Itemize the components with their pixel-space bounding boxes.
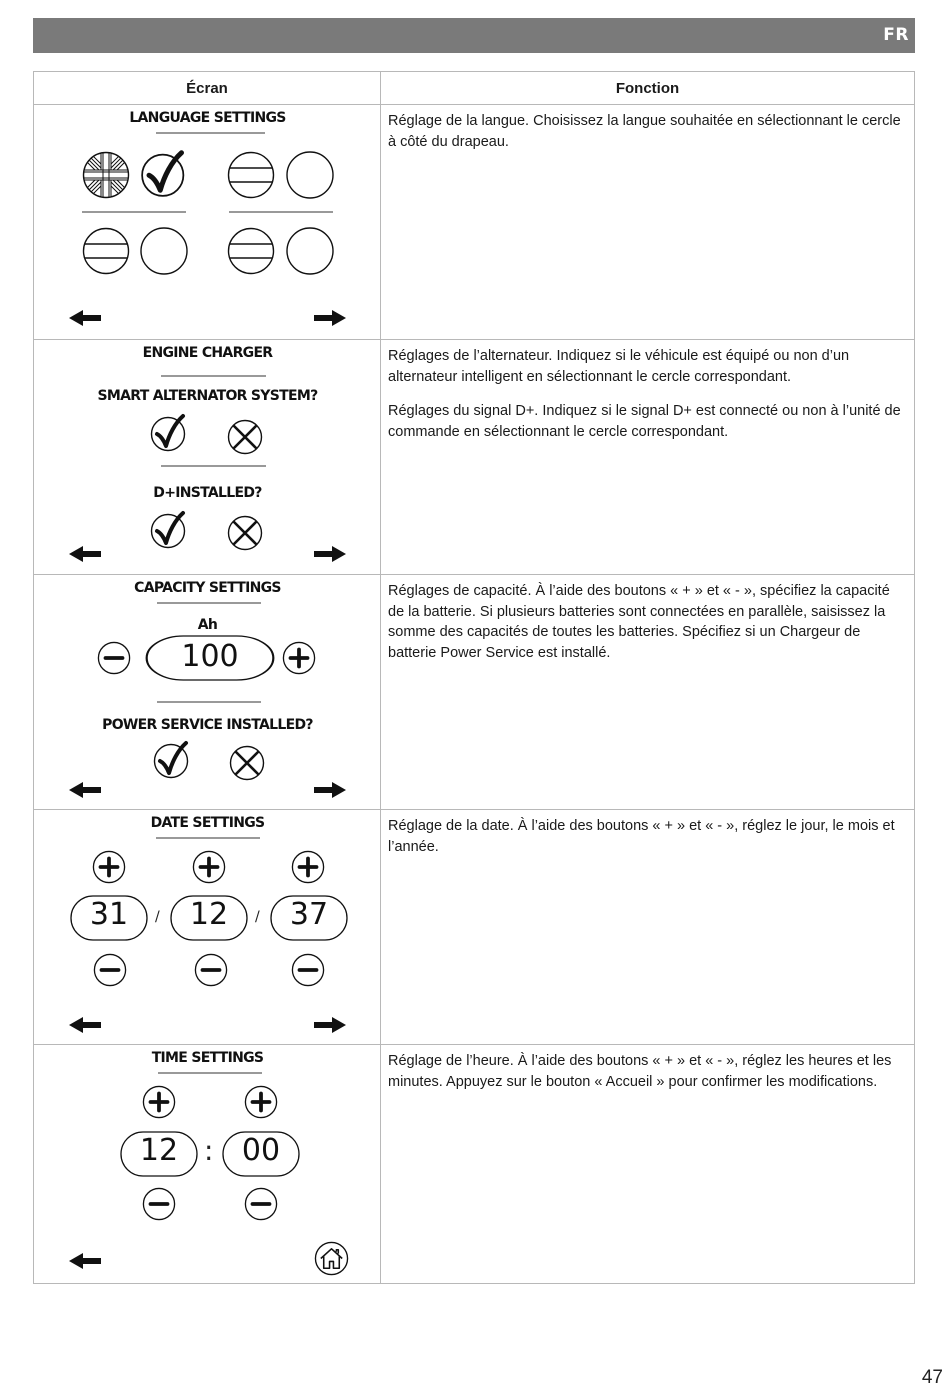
minute-value: 00 (241, 1133, 281, 1168)
date-settings-screen (34, 810, 381, 1044)
day-value-box (71, 896, 147, 940)
smart-alternator-question: SMART ALTERNATOR SYSTEM? (97, 388, 318, 404)
hour-value-box (121, 1132, 197, 1176)
screen-title: LANGUAGE SETTINGS (129, 110, 286, 126)
function-description: Réglages du signal D+. Indiquez si le signal D+ est connecté ou non à l’unité de commande en sélectionnant le cercle correspondant. (388, 403, 901, 440)
function-description: Réglage de la date. À l’aide des boutons « + » et « - », réglez le jour, le mois et l’année. (388, 818, 895, 855)
column-header-screen: Écran (34, 72, 381, 105)
year-value-box (271, 896, 347, 940)
table-row (34, 1045, 915, 1284)
capacity-value: 100 (181, 639, 239, 674)
date-separator: / (255, 909, 260, 925)
time-separator: : (204, 1134, 214, 1167)
back-arrow-icon[interactable] (69, 1253, 101, 1269)
hour-value: 12 (139, 1133, 179, 1168)
time-settings-screen (34, 1045, 381, 1283)
function-cell (381, 810, 915, 1045)
language-select-circle[interactable] (287, 152, 333, 198)
screen-cell (34, 810, 381, 1045)
power-service-no-x-icon[interactable] (231, 747, 264, 780)
capacity-decrease-button[interactable] (98, 642, 129, 673)
function-cell (381, 340, 915, 575)
engine-charger-screen (34, 340, 381, 574)
function-description: Réglage de la langue. Choisissez la langue souhaitée en sélectionnant le cercle à côté du drapeau. (388, 113, 901, 150)
screen-cell (34, 575, 381, 810)
minute-value-box (223, 1132, 299, 1176)
day-value: 31 (89, 897, 129, 932)
settings-table (33, 71, 915, 1284)
table-row (34, 340, 915, 575)
forward-arrow-icon[interactable] (314, 310, 346, 326)
month-increase-button[interactable] (193, 851, 224, 882)
language-selected-check-icon[interactable] (142, 153, 183, 196)
home-icon[interactable] (315, 1242, 347, 1274)
function-description: Réglage de l’heure. À l’aide des boutons « + » et « - », réglez les heures et les minutes. Appuyez sur le bouton « Accueil » pour confirmer les modifications. (388, 1053, 892, 1090)
capacity-settings-graphics (34, 575, 381, 809)
flag-icon (229, 229, 274, 274)
date-separator: / (155, 909, 160, 925)
language-select-circle[interactable] (287, 228, 333, 274)
power-service-yes-check-icon[interactable] (155, 743, 188, 778)
table-row (34, 810, 915, 1045)
time-settings-graphics (34, 1045, 381, 1283)
capacity-increase-button[interactable] (283, 642, 314, 673)
flag-icon (84, 229, 129, 274)
date-settings-graphics (34, 810, 381, 1044)
screen-title: CAPACITY SETTINGS (134, 580, 281, 596)
table-row (34, 575, 915, 810)
minute-increase-button[interactable] (245, 1086, 276, 1117)
flag-icon (229, 153, 274, 198)
screen-cell (34, 1045, 381, 1284)
language-code: FR (883, 25, 909, 45)
forward-arrow-icon[interactable] (314, 782, 346, 798)
minute-decrease-button[interactable] (245, 1188, 276, 1219)
header-bar (33, 18, 915, 53)
function-description: Réglages de capacité. À l’aide des boutons « + » et « - », spécifiez la capacité de la batterie. Si plusieurs batteries sont connectées en parallèle, saisissez la somme des capacités de toutes les batteries. Spécifiez si un Chargeur de batterie Power Service est installé. (388, 583, 890, 661)
uk-flag-icon (82, 151, 130, 199)
function-cell (381, 105, 915, 340)
table-row (34, 105, 915, 340)
smart-alternator-no-x-icon[interactable] (229, 421, 262, 454)
back-arrow-icon[interactable] (69, 782, 101, 798)
forward-arrow-icon[interactable] (314, 546, 346, 562)
power-service-question: POWER SERVICE INSTALLED? (102, 717, 313, 733)
screen-title: ENGINE CHARGER (142, 345, 273, 361)
table-header-row (34, 72, 915, 105)
d-plus-question: D+INSTALLED? (153, 485, 262, 501)
smart-alternator-yes-check-icon[interactable] (152, 416, 185, 451)
capacity-unit: Ah (197, 617, 218, 633)
function-description: Réglages de l’alternateur. Indiquez si le véhicule est équipé ou non d’un alternateur intelligent en sélectionnant le cercle correspondant. (388, 348, 850, 385)
hour-increase-button[interactable] (143, 1086, 174, 1117)
month-value: 12 (189, 897, 229, 932)
capacity-settings-screen (34, 575, 381, 809)
language-settings-graphics (34, 105, 381, 339)
page-number: 47 (921, 1367, 943, 1388)
month-value-box (171, 896, 247, 940)
screen-title: DATE SETTINGS (150, 815, 265, 831)
day-increase-button[interactable] (93, 851, 124, 882)
screen-cell (34, 105, 381, 340)
language-select-circle[interactable] (141, 228, 187, 274)
hour-decrease-button[interactable] (143, 1188, 174, 1219)
year-increase-button[interactable] (292, 851, 323, 882)
d-plus-no-x-icon[interactable] (229, 517, 262, 550)
screen-cell (34, 340, 381, 575)
back-arrow-icon[interactable] (69, 1017, 101, 1033)
function-cell (381, 575, 915, 810)
year-decrease-button[interactable] (292, 954, 323, 985)
column-header-function: Fonction (381, 72, 915, 105)
day-decrease-button[interactable] (94, 954, 125, 985)
back-arrow-icon[interactable] (69, 546, 101, 562)
engine-charger-graphics (34, 340, 381, 574)
function-cell (381, 1045, 915, 1284)
month-decrease-button[interactable] (195, 954, 226, 985)
language-settings-screen (34, 105, 381, 339)
screen-title: TIME SETTINGS (151, 1050, 264, 1066)
d-plus-yes-check-icon[interactable] (152, 513, 185, 548)
year-value: 37 (289, 897, 329, 932)
capacity-value-box (147, 636, 274, 680)
back-arrow-icon[interactable] (69, 310, 101, 326)
forward-arrow-icon[interactable] (314, 1017, 346, 1033)
